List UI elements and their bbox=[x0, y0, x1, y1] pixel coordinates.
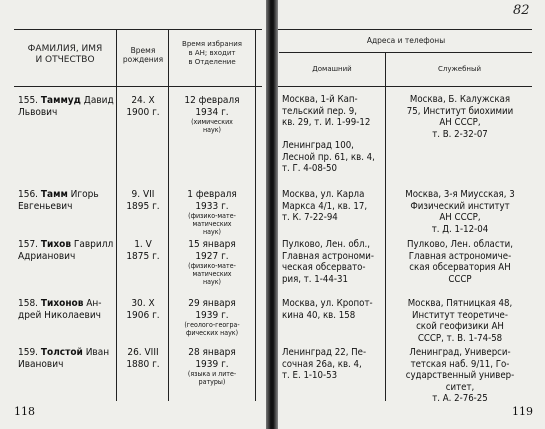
entry-number: 155. bbox=[18, 95, 39, 106]
col-rule-1 bbox=[116, 29, 117, 401]
header-work: Служебный bbox=[437, 65, 482, 73]
book-gutter bbox=[266, 0, 278, 429]
surname: Таммуд bbox=[40, 95, 81, 106]
person-name bbox=[18, 239, 114, 262]
work-address: Москва, Пятницкая 48, Институт теоретиче- ской геофизики АН СССР, т. В. 1-74-58 bbox=[407, 298, 513, 344]
birth-date: 9. VII 1895 г. bbox=[126, 189, 160, 212]
election-date: 28 января 1939 г. bbox=[188, 347, 236, 370]
given-names: Ан- дрей Николаевич bbox=[18, 298, 102, 321]
entry-number: 158. bbox=[18, 298, 39, 309]
birth-date: 24. X 1900 г. bbox=[126, 95, 160, 118]
birth-date: 26. VIII 1880 г. bbox=[126, 347, 160, 370]
department: (физико-мате- матических наук) bbox=[188, 212, 236, 236]
given-names: Давид Львович bbox=[18, 95, 114, 118]
table-top-rule-right bbox=[278, 29, 532, 30]
home-address: Москва, ул. Карла Маркса 4/1, кв. 17, т. К. 7-22-94 bbox=[282, 189, 368, 223]
work-address: Пулково, Лен. области, Главная астрономиче- ская обсерватория АН СССР bbox=[407, 239, 513, 285]
home-address: Москва, ул. Кропот- кина 40, кв. 158 bbox=[282, 298, 373, 321]
given-names: Иван Иванович bbox=[18, 347, 110, 370]
birth-date: 30. X 1906 г. bbox=[126, 298, 160, 321]
given-names: Игорь Евгеньевич bbox=[18, 189, 99, 212]
election-date: 15 января 1927 г. bbox=[188, 239, 236, 262]
given-names: Гаврилл Адрианович bbox=[18, 239, 114, 262]
entry-number: 157. bbox=[18, 239, 39, 250]
page-number-left: 118 bbox=[14, 405, 35, 418]
home-address: Пулково, Лен. обл., Главная астрономи- ческая обсервато- рия, т. 1-44-31 bbox=[282, 239, 375, 285]
surname: Толстой bbox=[40, 347, 83, 358]
header-bottom-rule bbox=[14, 86, 262, 87]
header-election: Время избрания в АН; входит в Отделение bbox=[182, 40, 242, 66]
header-home: Домашний bbox=[312, 65, 352, 73]
work-address: Москва, Б. Калужская 75, Институт биохимии АН СССР, т. В. 2-32-07 bbox=[406, 94, 514, 140]
entry-number: 156. bbox=[18, 189, 39, 200]
department: (химических наук) bbox=[191, 118, 233, 134]
header-bottom-rule-right bbox=[278, 86, 532, 87]
header-birth: Время рождения bbox=[122, 46, 164, 65]
header-addresses: Адреса и телефоны bbox=[366, 36, 446, 45]
work-address: Ленинград, Универси- тетская наб. 9/11, Го- сударственный универ- ситет, т. А. 2-76-25 bbox=[405, 347, 515, 404]
home-address: Ленинград 22, Пе- сочная 26а, кв. 4, т. Е. 1-10-53 bbox=[282, 347, 367, 381]
col-rule-4 bbox=[385, 52, 386, 401]
surname: Тамм bbox=[40, 189, 68, 200]
birth-date: 1. V 1875 г. bbox=[126, 239, 160, 262]
work-address: Москва, 3-я Миусская, 3 Физический институт АН СССР, т. Д. 1-12-04 bbox=[405, 189, 515, 235]
header-name: ФАМИЛИЯ, ИМЯ И ОТЧЕСТВО bbox=[27, 44, 103, 66]
home-address: Москва, 1-й Кап- тельский пер. 9, кв. 29, т. И. 1-99-12 Ленинград 100, Лесной пр. 61, кв. 4, т. Г. 4-08-50 bbox=[282, 94, 375, 174]
handwritten-mark: 82 bbox=[513, 3, 530, 18]
department: (физико-мате- матических наук) bbox=[188, 262, 236, 286]
address-subheader-rule bbox=[279, 52, 532, 53]
person-name bbox=[18, 298, 114, 321]
person-name bbox=[18, 347, 114, 370]
page-number-right: 119 bbox=[512, 405, 533, 418]
department: (языка и лите- ратуры) bbox=[187, 370, 237, 386]
election-date: 1 февраля 1933 г. bbox=[187, 189, 237, 212]
surname: Тихонов bbox=[40, 298, 84, 309]
department: (геолого-геогра- фических наук) bbox=[184, 321, 240, 337]
entry-number: 159. bbox=[18, 347, 39, 358]
election-date: 12 февраля 1934 г. bbox=[184, 95, 240, 118]
election-date: 29 января 1939 г. bbox=[188, 298, 236, 321]
col-rule-3 bbox=[255, 29, 256, 401]
person-name bbox=[18, 189, 114, 212]
table-top-rule bbox=[14, 29, 262, 30]
person-name bbox=[18, 95, 114, 118]
surname: Тихов bbox=[40, 239, 72, 250]
